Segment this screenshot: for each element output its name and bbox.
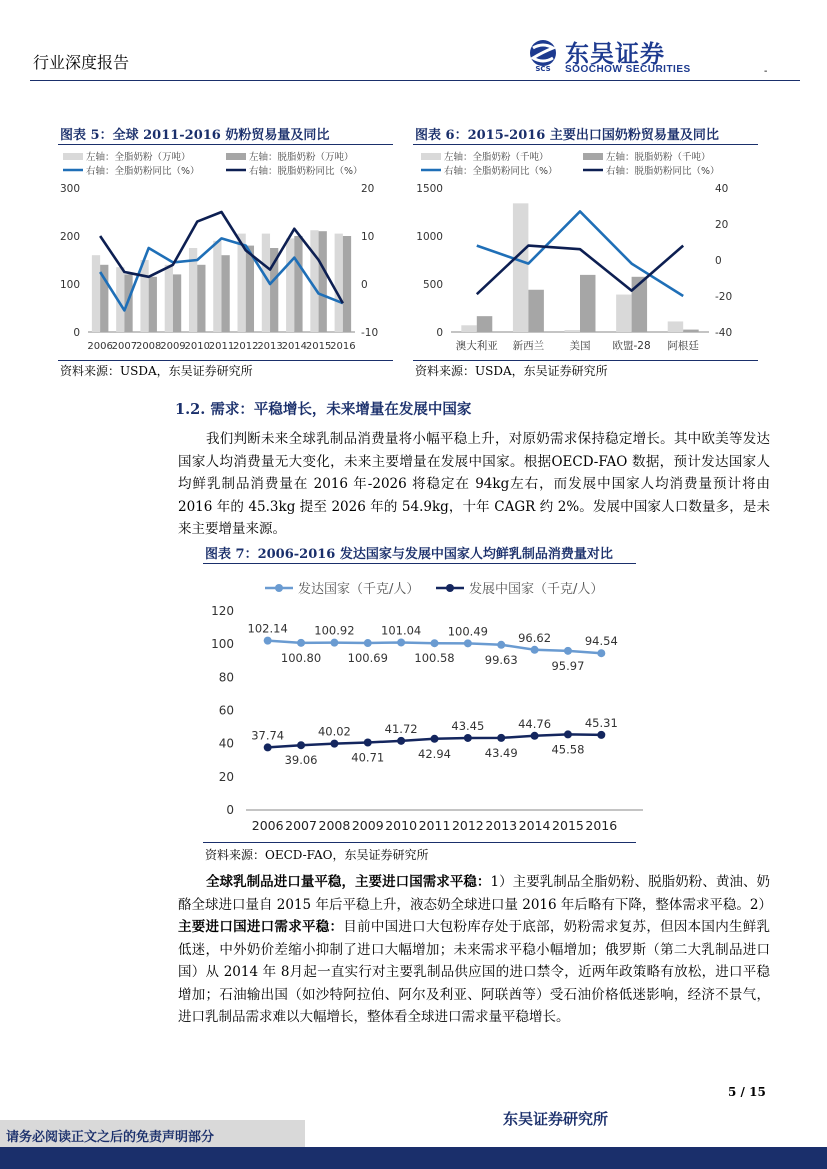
data-point (364, 639, 372, 647)
data-label: 45.31 (584, 715, 618, 730)
data-point (397, 737, 405, 745)
data-point (497, 734, 505, 742)
legend-label-0: 发达国家（千克/人） (298, 582, 420, 597)
y-left-tick: 500 (422, 279, 443, 291)
bar-skim-milk (294, 236, 302, 332)
data-label: 39.06 (284, 753, 318, 768)
data-label: 100.49 (447, 624, 488, 639)
legend-label-1: 发展中国家（千克/人） (469, 582, 604, 597)
data-point (464, 639, 472, 647)
bar-skim-milk (149, 277, 157, 332)
y-right-tick: -10 (361, 327, 379, 339)
x-tick-label: 2006 (251, 818, 284, 833)
data-point (564, 647, 572, 655)
x-tick-label: 2013 (257, 341, 283, 352)
data-label: 100.58 (414, 651, 455, 666)
data-point (564, 730, 572, 738)
bar-whole-milk (92, 255, 100, 332)
data-label: 100.92 (314, 623, 355, 638)
data-point (597, 649, 605, 657)
fig6-source: 资料来源：USDA，东吴证券研究所 (415, 364, 608, 378)
logo-mark-text: SCS (535, 65, 551, 72)
data-label: 40.02 (317, 724, 351, 739)
x-tick-label: 2008 (135, 341, 162, 352)
footer-band (0, 1147, 827, 1169)
data-point (330, 740, 338, 748)
y-left-tick: 1500 (416, 183, 443, 195)
section-heading: 1.2. 需求：平稳增长，未来增量在发展中国家 (175, 401, 472, 418)
fig5-title: 图表 5：全球 2011-2016 奶粉贸易量及同比 (60, 128, 330, 143)
x-tick-label: 2016 (330, 341, 356, 352)
legend-label-0: 左轴：全脂奶粉（千吨） (444, 152, 549, 163)
bar-skim-milk (319, 231, 327, 332)
header-rule (30, 80, 800, 81)
y-left-tick: 200 (59, 231, 80, 243)
y-right-tick: 20 (715, 219, 729, 231)
x-tick-label: 2006 (87, 341, 113, 352)
data-label: 95.97 (551, 658, 585, 673)
data-label: 102.14 (247, 621, 288, 636)
report-type: 行业深度报告 (33, 53, 130, 72)
import-bold-1: 全球乳制品进口量平稳，主要进口国需求平稳： (206, 874, 491, 890)
data-point (497, 641, 505, 649)
section-paragraph: 我们判断未来全球乳制品消费量将小幅平稳上升，对原奶需求保持稳定增长。其中欧美等发达国家人均消费量无大变化，未来主要增量在发展中国家。根据OECD-FAO 数据，预计发达国家人均鲜乳制品消费量在 2016 年-2026 将稳定在 94kg左右，而发展中国家人均消费量预计将由 2016 年的 45.3kg 提至 2026 年的 54.9kg，十年 CAGR 约 2%。发展中国家人口数量多，是未来主要增量来源。 (178, 431, 770, 537)
y-right-tick: 10 (361, 231, 375, 243)
bar-whole-milk (461, 325, 476, 332)
data-point (397, 638, 405, 646)
x-tick-label: 2007 (285, 818, 317, 833)
fig6-bottom-rule (413, 360, 758, 361)
bar-skim-milk (683, 330, 698, 332)
legend-label-1: 左轴：脱脂奶粉（万吨） (249, 152, 354, 163)
data-point (330, 639, 338, 647)
fig6-chart (413, 145, 758, 360)
y-left-tick: 300 (59, 183, 80, 195)
import-paragraph (178, 871, 770, 1029)
y-left-tick: 1000 (416, 231, 443, 243)
bar-whole-milk (513, 203, 528, 332)
y-tick-label: 0 (226, 803, 234, 817)
bar-skim-milk (528, 290, 543, 332)
x-tick-label: 阿根廷 (667, 340, 699, 352)
bar-whole-milk (335, 234, 343, 332)
bar-skim-milk (222, 255, 230, 332)
y-tick-label: 60 (218, 703, 234, 718)
x-tick-label: 欧盟-28 (612, 340, 651, 352)
y-tick-label: 120 (211, 604, 234, 618)
company-logo (525, 38, 700, 74)
bar-whole-milk (213, 241, 221, 332)
footer-firm: 东吴证券研究所 (503, 1110, 609, 1128)
data-point (297, 639, 305, 647)
fig5-bottom-rule (58, 360, 393, 361)
x-tick-label: 2015 (552, 818, 584, 833)
legend-swatch-1 (583, 153, 603, 160)
legend-label-3: 右轴：脱脂奶粉同比（%） (249, 166, 363, 177)
bar-skim-milk (343, 236, 351, 332)
x-tick-label: 2013 (485, 818, 518, 833)
x-tick-label: 2014 (518, 818, 551, 833)
logo-en-text: SOOCHOW SECURITIES (565, 64, 691, 75)
legend-marker-0 (275, 584, 283, 592)
data-label: 96.62 (518, 630, 552, 645)
y-tick-label: 20 (218, 769, 234, 784)
y-right-tick: 0 (361, 279, 368, 291)
data-label: 99.63 (484, 652, 518, 667)
data-label: 40.71 (351, 750, 385, 765)
data-label: 43.49 (484, 745, 518, 760)
bar-skim-milk (580, 275, 595, 332)
data-point (431, 735, 439, 743)
fig7-chart (203, 565, 643, 840)
data-point (464, 734, 472, 742)
bar-skim-milk (197, 265, 205, 332)
data-label: 41.72 (384, 721, 418, 736)
fig6-title: 图表 6：2015-2016 主要出口国奶粉贸易量及同比 (415, 128, 719, 143)
bar-whole-milk (668, 321, 683, 332)
data-label: 94.54 (584, 634, 618, 649)
y-tick-label: 80 (218, 670, 234, 685)
y-right-tick: 20 (361, 183, 375, 195)
x-tick-label: 2012 (451, 818, 484, 833)
y-tick-label: 100 (211, 637, 234, 652)
y-left-tick: 100 (59, 279, 80, 291)
fig7-source: 资料来源：OECD-FAO，东吴证券研究所 (205, 848, 429, 862)
x-tick-label: 美国 (569, 340, 591, 352)
page-number: 5 / 15 (728, 1085, 766, 1099)
import-text-2: 目前中国进口大包粉库存处于底部，奶粉需求复苏，但因本国内生鲜乳低迷，中外奶价差缩小抑制了进口大幅增加；未来需求平稳小幅增加；俄罗斯（第二大乳制品进口国）从 2014 年 8月起一直实行对主要乳制品供应国的进口禁令，近两年政策略有放松，进口平稳增加；石油输出国（如沙特阿拉伯、阿尔及利亚、阿联酋等）受石油价格低迷影响，经济不景气，进口乳制品需求难以大幅增长，整体看全球进口需求量平稳增长。 (178, 919, 771, 1025)
data-point (531, 732, 539, 740)
fig5-chart (58, 145, 398, 360)
data-point (431, 639, 439, 647)
x-tick-label: 澳大利亚 (455, 340, 498, 352)
x-tick-label: 2015 (305, 341, 332, 352)
x-tick-label: 2016 (585, 818, 618, 833)
bar-skim-milk (173, 274, 181, 332)
x-tick-label: 2009 (160, 341, 186, 352)
header-dash: - (764, 66, 768, 77)
legend-marker-1 (446, 584, 454, 592)
import-text-1: 1）主要乳制品全脂奶粉、脱脂奶粉、黄油、奶酪全球进口量自 2015 年后平稳上升，液态奶全球进口量 2016 年后略有下降，整体需求平稳。2） (178, 874, 772, 913)
y-tick-label: 40 (218, 736, 234, 751)
data-point (264, 637, 272, 645)
data-point (597, 731, 605, 739)
x-tick-label: 2011 (418, 818, 451, 833)
bar-whole-milk (616, 295, 631, 332)
disclaimer-text: 请务必阅读正文之后的免责声明部分 (6, 1130, 215, 1145)
data-label: 101.04 (381, 623, 422, 638)
data-label: 37.74 (251, 728, 285, 743)
fig7-bottom-rule (203, 842, 636, 843)
legend-swatch-0 (63, 153, 83, 160)
data-label: 43.45 (451, 718, 485, 733)
x-tick-label: 2010 (385, 818, 418, 833)
data-point (531, 646, 539, 654)
legend-swatch-1 (226, 153, 246, 160)
legend-label-1: 左轴：脱脂奶粉（千吨） (606, 152, 711, 163)
bar-whole-milk (165, 265, 173, 332)
data-point (297, 741, 305, 749)
y-left-tick: 0 (436, 327, 443, 339)
data-label: 42.94 (418, 746, 451, 761)
logo-icon (525, 38, 561, 72)
x-tick-label: 2014 (281, 341, 308, 352)
data-point (364, 738, 372, 746)
x-tick-label: 2007 (111, 341, 138, 352)
bar-whole-milk (286, 238, 294, 332)
legend-label-2: 右轴：全脂奶粉同比（%） (444, 166, 558, 177)
import-bold-2: 主要进口国进口需求平稳： (178, 919, 344, 935)
bar-skim-milk (477, 316, 492, 332)
fig5-source: 资料来源：USDA，东吴证券研究所 (60, 364, 253, 378)
x-tick-label: 新西兰 (512, 340, 545, 352)
y-right-tick: -20 (715, 291, 733, 303)
fig7-title: 图表 7：2006-2016 发达国家与发展中国家人均鲜乳制品消费量对比 (205, 547, 613, 562)
fig7-top-rule (203, 563, 636, 564)
data-point (264, 743, 272, 751)
x-tick-label: 2008 (318, 818, 351, 833)
x-tick-label: 2009 (351, 818, 384, 833)
y-right-tick: -40 (715, 327, 733, 339)
y-left-tick: 0 (73, 327, 80, 339)
x-tick-label: 2012 (233, 341, 259, 352)
legend-label-0: 左轴：全脂奶粉（万吨） (86, 152, 191, 163)
data-label: 100.80 (280, 650, 322, 665)
x-tick-label: 2011 (208, 341, 235, 352)
legend-label-3: 右轴：脱脂奶粉同比（%） (606, 166, 720, 177)
data-label: 100.69 (347, 651, 388, 666)
legend-swatch-0 (421, 153, 441, 160)
data-label: 44.76 (518, 716, 552, 731)
y-right-tick: 0 (715, 255, 722, 267)
y-right-tick: 40 (715, 183, 729, 195)
legend-label-2: 右轴：全脂奶粉同比（%） (86, 166, 200, 177)
x-tick-label: 2010 (184, 341, 210, 352)
logo-cn-text: 东吴证券 (565, 40, 665, 68)
bar-whole-milk (565, 330, 580, 332)
bar-whole-milk (140, 260, 148, 332)
data-label: 45.58 (551, 742, 585, 757)
